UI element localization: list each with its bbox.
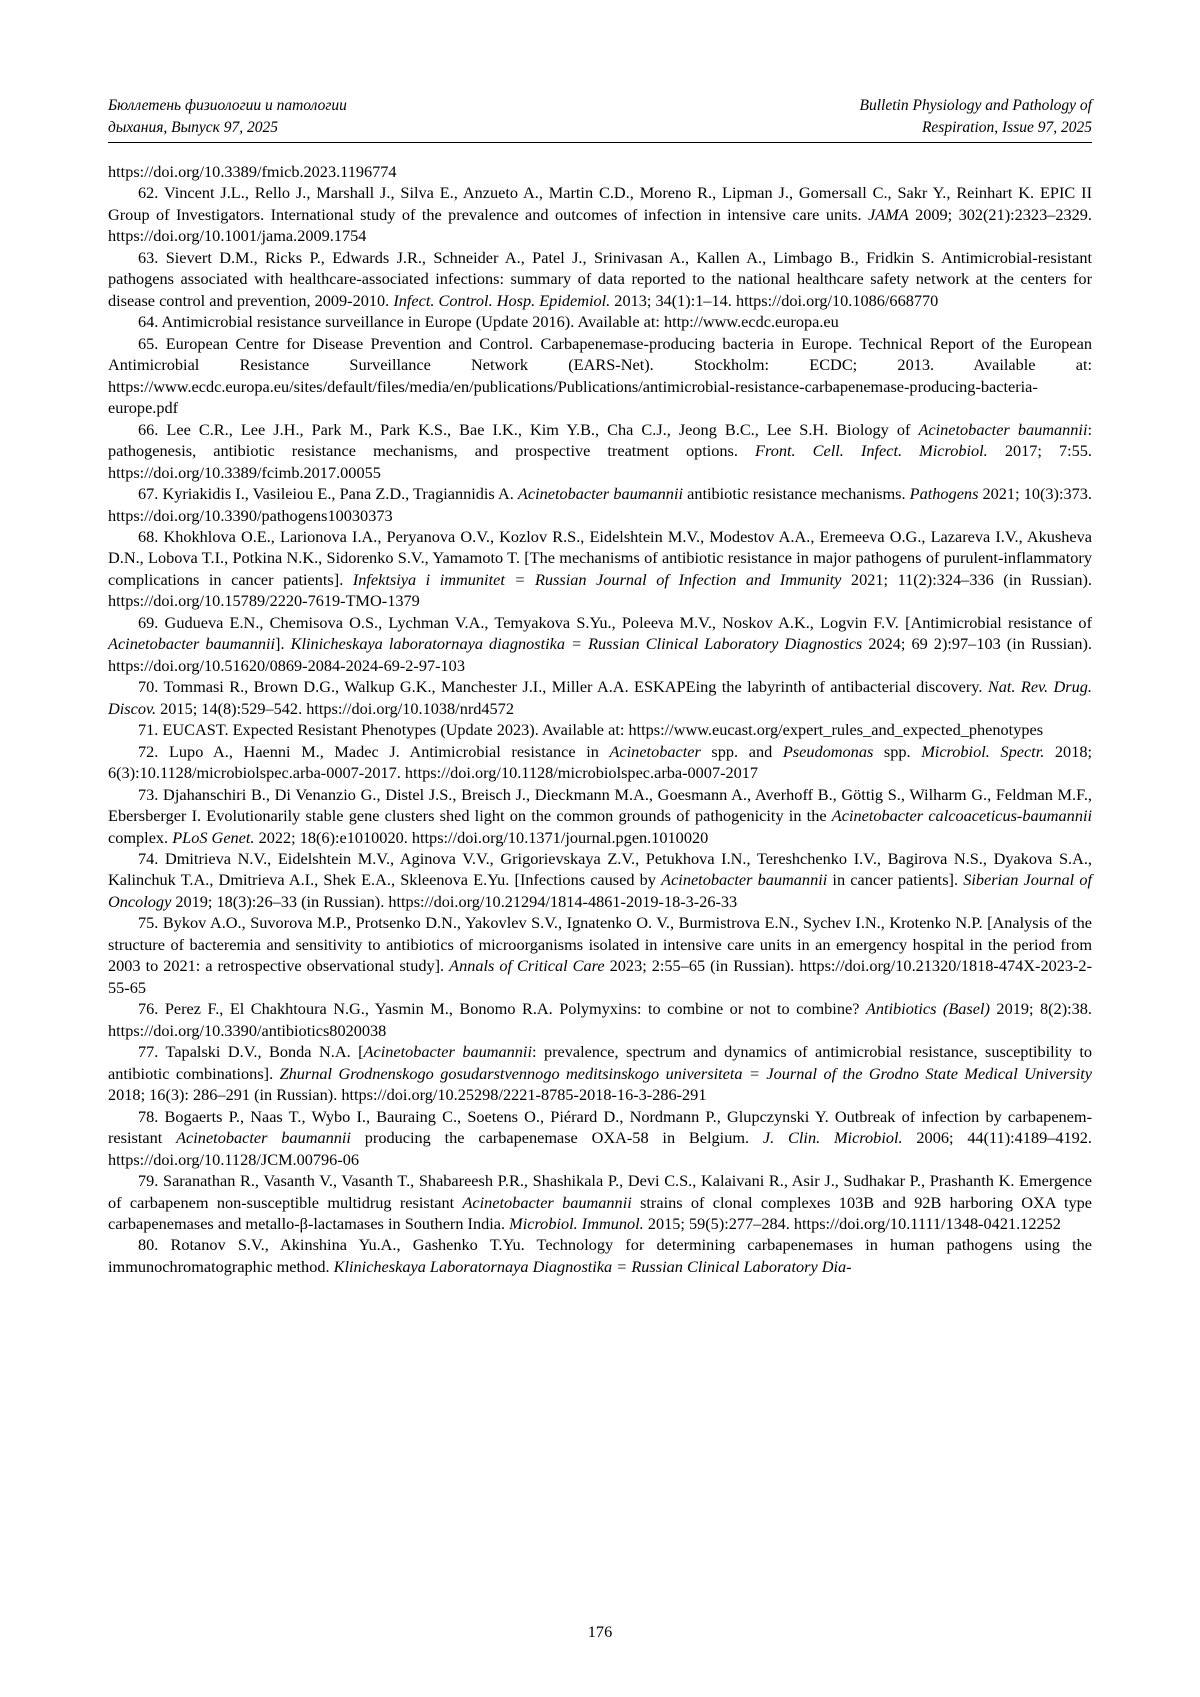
reference-item — [108, 676, 1092, 719]
reference-italic-segment: PLoS Genet. — [172, 827, 255, 847]
reference-text-segment: 2015; 59(5):277–284. https://doi.org/10.1111/1348-0421.12252 — [643, 1213, 1061, 1233]
reference-text-segment: 67. Kyriakidis I., Vasileiou E., Pana Z.D., Tragiannidis A. — [138, 484, 518, 504]
reference-italic-segment: Acinetobacter baumannii — [661, 870, 828, 890]
reference-italic-segment: J. Clin. Microbiol. — [762, 1128, 903, 1148]
reference-item — [108, 311, 1092, 332]
reference-text-segment: 2022; 18(6):e1010020. https://doi.org/10.1371/journal.pgen.1010020 — [254, 827, 709, 847]
reference-text-segment: : pathogenesis, antibiotic resistance mechanisms, and prospective treatment options. — [108, 419, 1093, 461]
running-head-left-line1: Бюллетень физиологии и патологии — [108, 97, 347, 114]
reference-italic-segment: Microbiol. Spectr. — [921, 741, 1045, 761]
reference-italic-segment: Acinetobacter — [609, 741, 701, 761]
header-divider — [108, 142, 1092, 143]
reference-text-segment: strains of clonal complexes 103B and 92B harboring OXA type carbapenemases and metallo-β-lactamases in Southern India. — [108, 1192, 1093, 1233]
reference-text-segment: : prevalence, spectrum and dynamics of antimicrobial resistance, susceptibility to antibiotic combinations]. — [108, 1042, 1092, 1083]
reference-text-segment: 63. Sievert D.M., Ricks P., Edwards J.R., Schneider A., Patel J., Srinivasan A., Kallen A., Limbago B., Fridkin S. Antimicrobial-resistant pathogens associated with healthcare-associated infections: summary of data reported to the national healthcare safety network at the centers for disease control and prevention, 2009-2010. — [108, 247, 1092, 310]
reference-item — [108, 741, 1092, 784]
reference-text-segment: 79. Saranathan R., Vasanth V., Vasanth T., Shabareesh P.R., Shashikala P., Devi C.S., Kalaivani R., Asir J., Sudhakar P., Prashanth K. Emergence of carbapenem non-susceptible multidrug resistant — [108, 1171, 1092, 1212]
reference-entries — [108, 182, 1092, 1277]
reference-italic-segment: Klinicheskaya laboratornaya diagnostika = Russian Clinical Laboratory Diagnostics — [290, 634, 863, 654]
reference-text-segment: 2018; 6(3):10.1128/microbiolspec.arba-0007-2017. https://doi.org/10.1128/microbiolspec.arba-0007-2017 — [108, 741, 1092, 783]
reference-item — [108, 483, 1092, 526]
reference-italic-segment: Antibiotics (Basel) — [865, 999, 990, 1019]
continued-reference-line: https://doi.org/10.3389/fmicb.2023.1196774 — [108, 162, 397, 181]
reference-item — [108, 333, 1092, 419]
page-number: 176 — [587, 1622, 613, 1641]
reference-text-segment: spp. — [873, 741, 922, 761]
reference-italic-segment: Front. Cell. Infect. Microbiol. — [755, 441, 988, 461]
reference-text-segment: 2017; 7:55. https://doi.org/10.3389/fcimb.2017.00055 — [108, 441, 1092, 482]
reference-italic-segment: Acinetobacter baumannii — [918, 419, 1088, 439]
running-head — [108, 95, 1092, 139]
reference-text-segment: 70. Tommasi R., Brown D.G., Walkup G.K., Manchester J.I., Miller A.A. ESKAPEing the labyrinth of antibacterial discovery. — [138, 677, 988, 697]
reference-item — [108, 247, 1092, 311]
reference-item — [108, 1041, 1092, 1105]
reference-text-segment: 2013; 34(1):1–14. https://doi.org/10.1086/668770 — [610, 290, 939, 310]
reference-text-segment: 2023; 2:55–65 (in Russian). https://doi.org/10.21320/1818-474X-2023-2-55-65 — [108, 956, 1092, 997]
reference-text-segment: 62. Vincent J.L., Rello J., Marshall J., Silva E., Anzueto A., Martin C.D., Moreno R., Lipman J., Gomersall C., Sakr Y., Reinhart K. EPIC II Group of Investigators. International study of the prevalence and outcomes of infection in intensive care units. — [108, 183, 1092, 224]
reference-text-segment: producing the carbapenemase OXA-58 in Belgium. — [350, 1128, 763, 1148]
reference-italic-segment: Acinetobacter baumannii — [108, 634, 276, 654]
reference-text-segment: 80. Rotanov S.V., Akinshina Yu.A., Gashenko T.Yu. Technology for determining carbapenemases in human pathogens using the immunochromatographic method. — [108, 1235, 1092, 1276]
reference-text-segment: 2006; 44(11):4189–4192. https://doi.org/10.1128/JCM.00796-06 — [108, 1128, 1092, 1169]
reference-text-segment: 2019; 18(3):26–33 (in Russian). https://doi.org/10.21294/1814-4861-2019-18-3-26-33 — [171, 891, 738, 911]
reference-item — [108, 912, 1092, 998]
running-head-right-line1: Bulletin Physiology and Pathology of — [859, 97, 1092, 114]
reference-italic-segment: Siberian Journal of Oncology — [108, 870, 1092, 911]
running-head-left-line2: дыхания, Выпуск 97, 2025 — [108, 119, 279, 136]
reference-item — [108, 784, 1092, 848]
reference-text-segment: complex. — [108, 827, 173, 847]
reference-text-segment: 2024; 69 2):97–103 (in Russian). https://doi.org/10.51620/0869-2084-2024-69-2-97-103 — [108, 634, 1092, 675]
reference-item — [108, 1170, 1092, 1234]
reference-text-segment: 69. Gudueva E.N., Chemisova O.S., Lychman V.A., Temyakova S.Yu., Poleeva M.V., Noskov A.K., Logvin F.V. [Antimicrobial resistance of — [138, 612, 1092, 632]
reference-item — [108, 998, 1092, 1041]
reference-text-segment: 74. Dmitrieva N.V., Eidelshtein M.V., Aginova V.V., Grigorievskaya Z.V., Petukhova I.N., Tereshchenko I.V., Bagirova N.S., Dyakova S.A., Kalinchuk T.A., Dmitrieva A.I., Shek E.A., Skleenova E.Yu. [Infections caused by — [108, 849, 1092, 890]
reference-text-segment: 66. Lee C.R., Lee J.H., Park M., Park K.S., Bae I.K., Kim Y.B., Cha C.J., Jeong B.C., Lee S.H. Biology of — [138, 419, 919, 439]
reference-item — [108, 526, 1092, 612]
reference-italic-segment: Infektsiya i immunitet = Russian Journal of Infection and Immunity — [352, 569, 842, 589]
reference-italic-segment: Annals of Critical Care — [449, 956, 605, 976]
reference-text-segment: 73. Djahanschiri B., Di Venanzio G., Distel J.S., Breisch J., Dieckmann M.A., Goesmann A., Averhoff B., Göttig S., Wilharm G., Feldman M.F., Ebersberger I. Evolutionarily stable gene clusters shed light on the common grounds of pathogenicity in the — [108, 784, 1092, 826]
reference-text-segment: 78. Bogaerts P., Naas T., Wybo I., Bauraing C., Soetens O., Piérard D., Nordmann P., Glupczynski Y. Outbreak of infection by carbapenem-resistant — [108, 1106, 1092, 1148]
reference-item — [108, 1106, 1092, 1170]
running-head-right — [860, 95, 1092, 139]
reference-text-segment: 77. Tapalski D.V., Bonda N.A. [ — [138, 1042, 364, 1062]
reference-item — [108, 848, 1092, 912]
reference-item — [108, 182, 1092, 246]
reference-text-segment: 76. Perez F., El Chakhtoura N.G., Yasmin M., Bonomo R.A. Polymyxins: to combine or not to combine? — [138, 999, 866, 1019]
reference-item — [108, 1234, 1092, 1277]
reference-text-segment: 2009; 302(21):2323–2329. https://doi.org/10.1001/jama.2009.1754 — [108, 204, 1092, 246]
reference-text-segment: 2018; 16(3): 286–291 (in Russian). https://doi.org/10.25298/2221-8785-2018-16-3-286-291 — [108, 1085, 707, 1105]
references-list — [108, 161, 1092, 1277]
running-head-right-line2: Respiration, Issue 97, 2025 — [921, 119, 1092, 136]
reference-text-segment: 75. Bykov A.O., Suvorova M.P., Protsenko D.N., Yakovlev S.V., Ignatenko O. V., Burmistrova E.N., Sychev I.N., Krotenko N.P. [Analysis of the structure of bacteremia and sensitivity to antibiotics of microorganisms isolated in intensive care units in an emergency hospital in the period from 2003 to 2021: a retrospective observational study]. — [108, 913, 1092, 976]
reference-italic-segment: Zhurnal Grodnenskogo gosudarstvennogo meditsinskogo universiteta = Journal of the Grodno State Medical University — [279, 1063, 1092, 1083]
reference-text-segment: 2021; 10(3):373. https://doi.org/10.3390/pathogens10030373 — [108, 484, 1092, 525]
running-head-left — [108, 95, 347, 139]
reference-text-segment: 68. Khokhlova O.E., Larionova I.A., Peryanova O.V., Kozlov R.S., Eidelshtein M.V., Modestov A.A., Eremeeva O.G., Lazareva I.V., Akusheva D.N., Lobova T.I., Potkina N.K., Sidorenko S.V., Yamamoto T. [The mechanisms of antibiotic resistance in major pathogens of purulent-inflammatory complications in cancer patients]. — [108, 526, 1092, 589]
reference-italic-segment: Klinicheskaya Laboratornaya Diagnostika = Russian Clinical Laboratory Dia- — [333, 1256, 852, 1276]
reference-italic-segment: Microbiol. Immunol. — [509, 1213, 644, 1233]
reference-italic-segment: Acinetobacter baumannii — [462, 1192, 632, 1212]
reference-italic-segment: Acinetobacter baumannii — [363, 1042, 532, 1062]
reference-italic-segment: Pathogens — [909, 484, 979, 504]
reference-item — [108, 612, 1092, 676]
reference-text-segment: 2019; 8(2):38. https://doi.org/10.3390/antibiotics8020038 — [108, 999, 1092, 1040]
reference-italic-segment: Pseudomonas — [782, 741, 874, 761]
reference-text-segment: 72. Lupo A., Haenni M., Madec J. Antimicrobial resistance in — [138, 741, 610, 761]
reference-italic-segment: Acinetobacter baumannii — [176, 1128, 351, 1148]
reference-italic-segment: Infect. Control. Hosp. Epidemiol. — [393, 290, 611, 310]
reference-text-segment: 71. EUCAST. Expected Resistant Phenotypes (Update 2023). Available at: https://www.eucast.org/expert_rules_and_expected_phenotypes — [138, 720, 1044, 740]
reference-text-segment: 2021; 11(2):324–336 (in Russian). https://doi.org/10.15789/2220-7619-TMO-1379 — [108, 569, 1092, 611]
reference-italic-segment: Acinetobacter baumannii — [517, 484, 683, 504]
reference-italic-segment: Acinetobacter calcoaceticus-baumannii — [831, 806, 1093, 826]
reference-text-segment: in cancer patients]. — [827, 870, 964, 890]
reference-italic-segment: Nat. Rev. Drug. Discov. — [108, 677, 1092, 718]
reference-text-segment: ]. — [275, 634, 291, 654]
reference-text-segment: spp. and — [700, 741, 783, 761]
reference-text-segment: 64. Antimicrobial resistance surveillance in Europe (Update 2016). Available at: http://www.ecdc.europa.eu — [138, 312, 839, 332]
reference-italic-segment: JAMA — [867, 204, 909, 224]
reference-text-segment: 65. European Centre for Disease Prevention and Control. Carbapenemase-producing bacteria in Europe. Technical Report of the European Antimicrobial Resistance Surveillance Network (EARS-Net). Stockholm: ECDC; 2013. Available at: https://www.ecdc.europa.eu/sites/default/files/media/en/publications/Publications/antimicrobial-resistance-carbapenemase-producing-bacteria-europe.pdf — [108, 333, 1092, 418]
reference-text-segment: 2015; 14(8):529–542. https://doi.org/10.1038/nrd4572 — [156, 698, 514, 718]
reference-item — [108, 719, 1092, 740]
reference-item — [108, 419, 1092, 483]
reference-text-segment: antibiotic resistance mechanisms. — [683, 484, 910, 504]
